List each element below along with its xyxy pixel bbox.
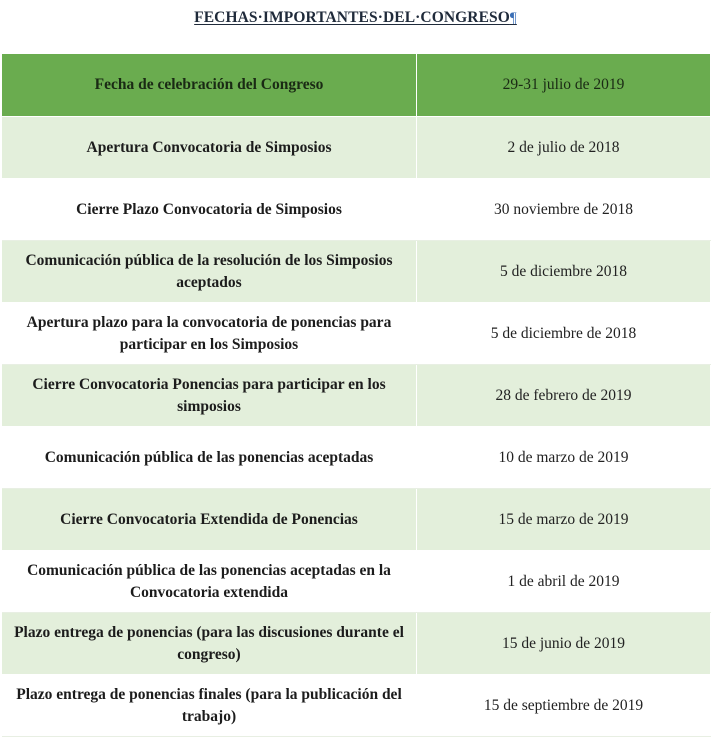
table-row <box>2 489 711 551</box>
pilcrow-mark: ¶ <box>509 10 517 26</box>
date-cell: 15 de junio de 2019 <box>417 613 711 675</box>
date-cell: 5 de diciembre de 2018 <box>417 303 711 365</box>
header-event-cell: Fecha de celebración del Congreso <box>2 54 417 117</box>
date-cell: 10 de marzo de 2019 <box>417 427 711 489</box>
date-cell: 1 de abril de 2019 <box>417 551 711 613</box>
date-cell: 15 de marzo de 2019 <box>417 489 711 551</box>
event-cell: Apertura Convocatoria de Simposios <box>2 117 417 179</box>
table-row <box>2 117 711 179</box>
header-date-cell: 29-31 julio de 2019 <box>417 54 711 117</box>
event-cell: Comunicación pública de las ponencias aceptadas en la Convocatoria extendida <box>2 551 417 613</box>
table-row <box>2 179 711 241</box>
date-cell: 30 noviembre de 2018 <box>417 179 711 241</box>
event-cell: Plazo entrega de ponencias (para las discusiones durante el congreso) <box>2 613 417 675</box>
important-dates-table <box>2 54 711 737</box>
event-cell: Comunicación pública de las ponencias aceptadas <box>2 427 417 489</box>
event-cell: Cierre Convocatoria Ponencias para participar en los simposios <box>2 365 417 427</box>
event-cell: Cierre Plazo Convocatoria de Simposios <box>2 179 417 241</box>
table-header-row <box>2 54 711 117</box>
table-row <box>2 675 711 737</box>
date-cell: 28 de febrero de 2019 <box>417 365 711 427</box>
dates-table-container <box>2 54 709 737</box>
event-cell: Plazo entrega de ponencias finales (para la publicación del trabajo) <box>2 675 417 737</box>
table-row <box>2 551 711 613</box>
date-cell: 5 de diciembre 2018 <box>417 241 711 303</box>
table-row <box>2 365 711 427</box>
title-area <box>0 0 711 54</box>
event-cell: Cierre Convocatoria Extendida de Ponencias <box>2 489 417 551</box>
table-row <box>2 303 711 365</box>
date-cell: 2 de julio de 2018 <box>417 117 711 179</box>
table-row <box>2 613 711 675</box>
event-cell: Comunicación pública de la resolución de los Simposios aceptados <box>2 241 417 303</box>
document-title-text: FECHAS·IMPORTANTES·DEL·CONGRESO <box>194 9 510 26</box>
event-cell: Apertura plazo para la convocatoria de ponencias para participar en los Simposios <box>2 303 417 365</box>
document-title <box>194 9 517 27</box>
table-row <box>2 427 711 489</box>
date-cell: 15 de septiembre de 2019 <box>417 675 711 737</box>
table-row <box>2 241 711 303</box>
